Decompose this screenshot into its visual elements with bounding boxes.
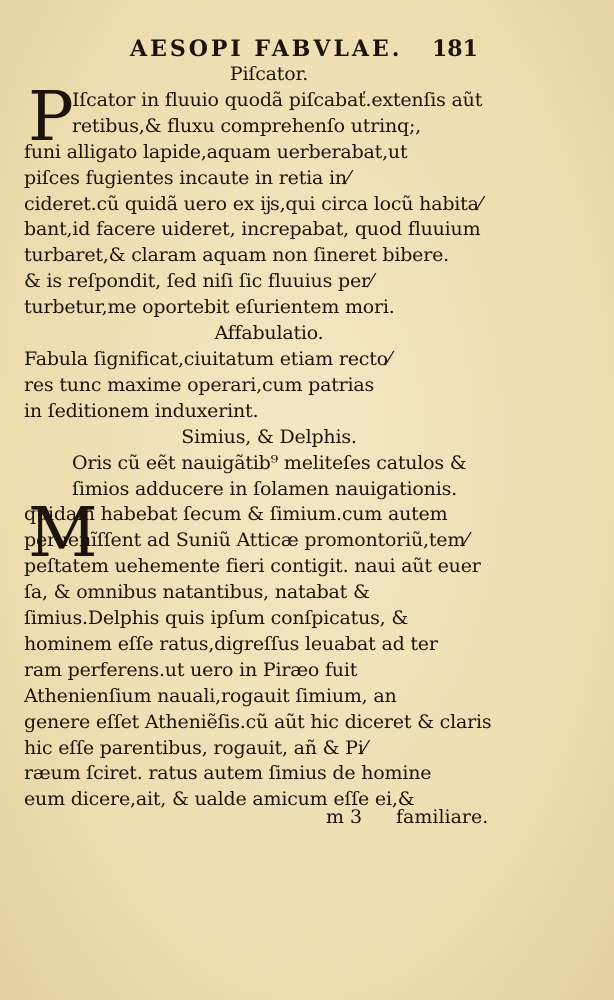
- fable-title-piscator: Piſcator.: [229, 63, 309, 85]
- moral-line: res tunc maxime operari,cum patrias: [24, 373, 375, 396]
- text-line: ſimios adducere in ſolamen nauigationis.: [72, 477, 457, 500]
- moral-line: in ſeditionem induxerint.: [24, 399, 259, 422]
- text-line: & is reſpondit, ſed niſi ſic fluuius per⁄: [24, 270, 373, 293]
- text-line: hic eſſe parentibus, rogauit, añ & Pi⁄: [24, 736, 367, 759]
- text-line: bant,id facere uideret, increpabat, quod fluuium: [24, 218, 481, 241]
- running-title: AESOPI FABVLAE.: [130, 36, 403, 62]
- text-line: quidam habebat ſecum & ſimium.cum autem: [24, 503, 448, 526]
- text-line: turbaret,& claram aquam non ſineret bibere.: [24, 244, 449, 267]
- text-block: [24, 62, 494, 813]
- moral-line: Fabula ſignificat,ciuitatum etiam recto⁄: [24, 347, 391, 370]
- text-line: piſces fugientes incaute in retia in⁄: [24, 166, 350, 189]
- text-line: ræum ſciret. ratus autem ſimius de homine: [24, 762, 432, 785]
- text-line: hominem eſſe ratus,digreſſus leuabat ad ter: [24, 632, 438, 655]
- text-line: eum dicere,ait, & ualde amicum eſſe ei,&: [24, 788, 415, 811]
- text-line: Iſcator in fluuio quodã piſcabať.extenſis aũt: [72, 88, 483, 111]
- text-line: genere eſſet Atheniẽſis.cũ aũt hic diceret & claris: [24, 710, 492, 733]
- fable-title-simius: Simius, & Delphis.: [181, 425, 357, 448]
- text-line: ſimius.Delphis quis ipſum conſpicatus, &: [24, 607, 409, 630]
- text-line: peruenĩſſent ad Suniũ Atticæ promontoriũ,tem⁄: [24, 529, 469, 552]
- page-number: 181: [432, 36, 478, 62]
- text-line: Oris cũ eẽt nauigãtib⁹ meliteſes catulos &: [72, 451, 467, 474]
- drop-cap-p: P: [28, 78, 74, 157]
- catchword: familiare.: [396, 806, 489, 828]
- text-line: peſtatem uehemente fieri contigit. naui aũt euer: [24, 555, 481, 578]
- text-line: Athenienſium nauali,rogauit ſimium, an: [24, 684, 397, 707]
- text-line: ram perferens.ut uero in Piræo fuit: [24, 658, 358, 681]
- drop-cap-m: M: [28, 494, 98, 573]
- text-line: funi alligato lapide,aquam uerberabat,ut: [24, 140, 408, 163]
- text-line: turbetur,me oportebit eſurientem mori.: [24, 296, 395, 319]
- moral-title: Affabulatio.: [214, 322, 324, 345]
- signature-mark: m 3: [326, 806, 363, 828]
- text-line: retibus,& fluxu comprehenſo utrinq;,: [72, 114, 422, 137]
- text-line: ſa, & omnibus natantibus, natabat &: [24, 581, 370, 604]
- text-line: cideret.cũ quidã uero ex ĳs,qui circa locũ habita⁄: [24, 192, 482, 215]
